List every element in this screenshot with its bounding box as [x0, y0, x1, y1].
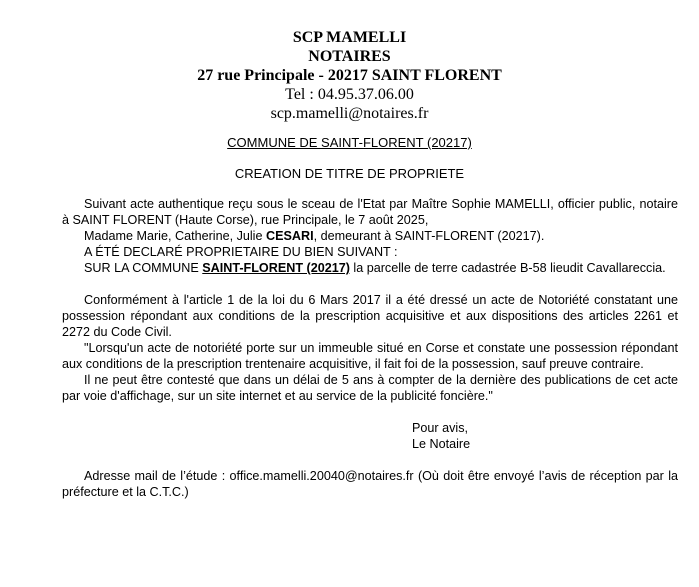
signature-line-2: Le Notaire — [412, 437, 471, 451]
parcel-line: SUR LA COMMUNE SAINT-FLORENT (20217) la parcelle de terre cadastrée B-58 lieudit Cavallareccia. — [84, 261, 666, 275]
owner-line: Madame Marie, Catherine, Julie CESARI, demeurant à SAINT-FLORENT (20217). — [84, 229, 545, 243]
letterhead — [0, 28, 699, 123]
document-title: CREATION DE TITRE DE PROPRIETE — [234, 166, 465, 181]
notoriety-paragraph: Conformément à l'article 1 de la loi du 6 Mars 2017 il a été dressé un acte de Notoriété constatant une possession répondant aux conditions de la prescription acquisitive et aux dispositions des articles 2261 et 2272 du Code Civil. — [62, 293, 678, 339]
law-quote: "Lorsqu'un acte de notoriété porte sur un immeuble situé en Corse et constate une possession répondant aux conditions de la prescription trentenaire acquisitive, il fait foi de la possession, sauf preuve contraire. — [62, 341, 678, 371]
owner-surname: CESARI — [266, 229, 314, 243]
contest-paragraph: Il ne peut être contesté que dans un délai de 5 ans à compter de la dernière des publications de cet acte par voie d'affichage, sur un site internet et au service de la publicité foncière." — [62, 373, 678, 403]
firm-phone: Tel : 04.95.37.06.00 — [285, 86, 414, 103]
declared-line: A ÉTÉ DECLARÉ PROPRIETAIRE DU BIEN SUIVANT : — [84, 245, 398, 259]
notice-body — [62, 196, 678, 500]
commune-title: COMMUNE DE SAINT-FLORENT (20217) — [227, 135, 472, 150]
firm-email: scp.mamelli@notaires.fr — [270, 105, 429, 122]
signature-line-1: Pour avis, — [412, 421, 468, 435]
firm-address: 27 rue Principale - 20217 SAINT FLORENT — [197, 67, 502, 84]
parcel-commune: SAINT-FLORENT (20217) — [202, 261, 350, 275]
firm-name: SCP MAMELLI — [292, 29, 407, 46]
office-email-note: Adresse mail de l’étude : office.mamelli.20040@notaires.fr (Où doit être envoyé l’avis de réception par la préfecture et la C.T.C.) — [62, 469, 678, 499]
firm-role: NOTAIRES — [308, 48, 391, 65]
deed-statement: Suivant acte authentique reçu sous le sceau de l'Etat par Maître Sophie MAMELLI, officier public, notaire à SAINT FLORENT (Haute Corse), rue Principale, le 7 août 2025, — [62, 197, 678, 227]
